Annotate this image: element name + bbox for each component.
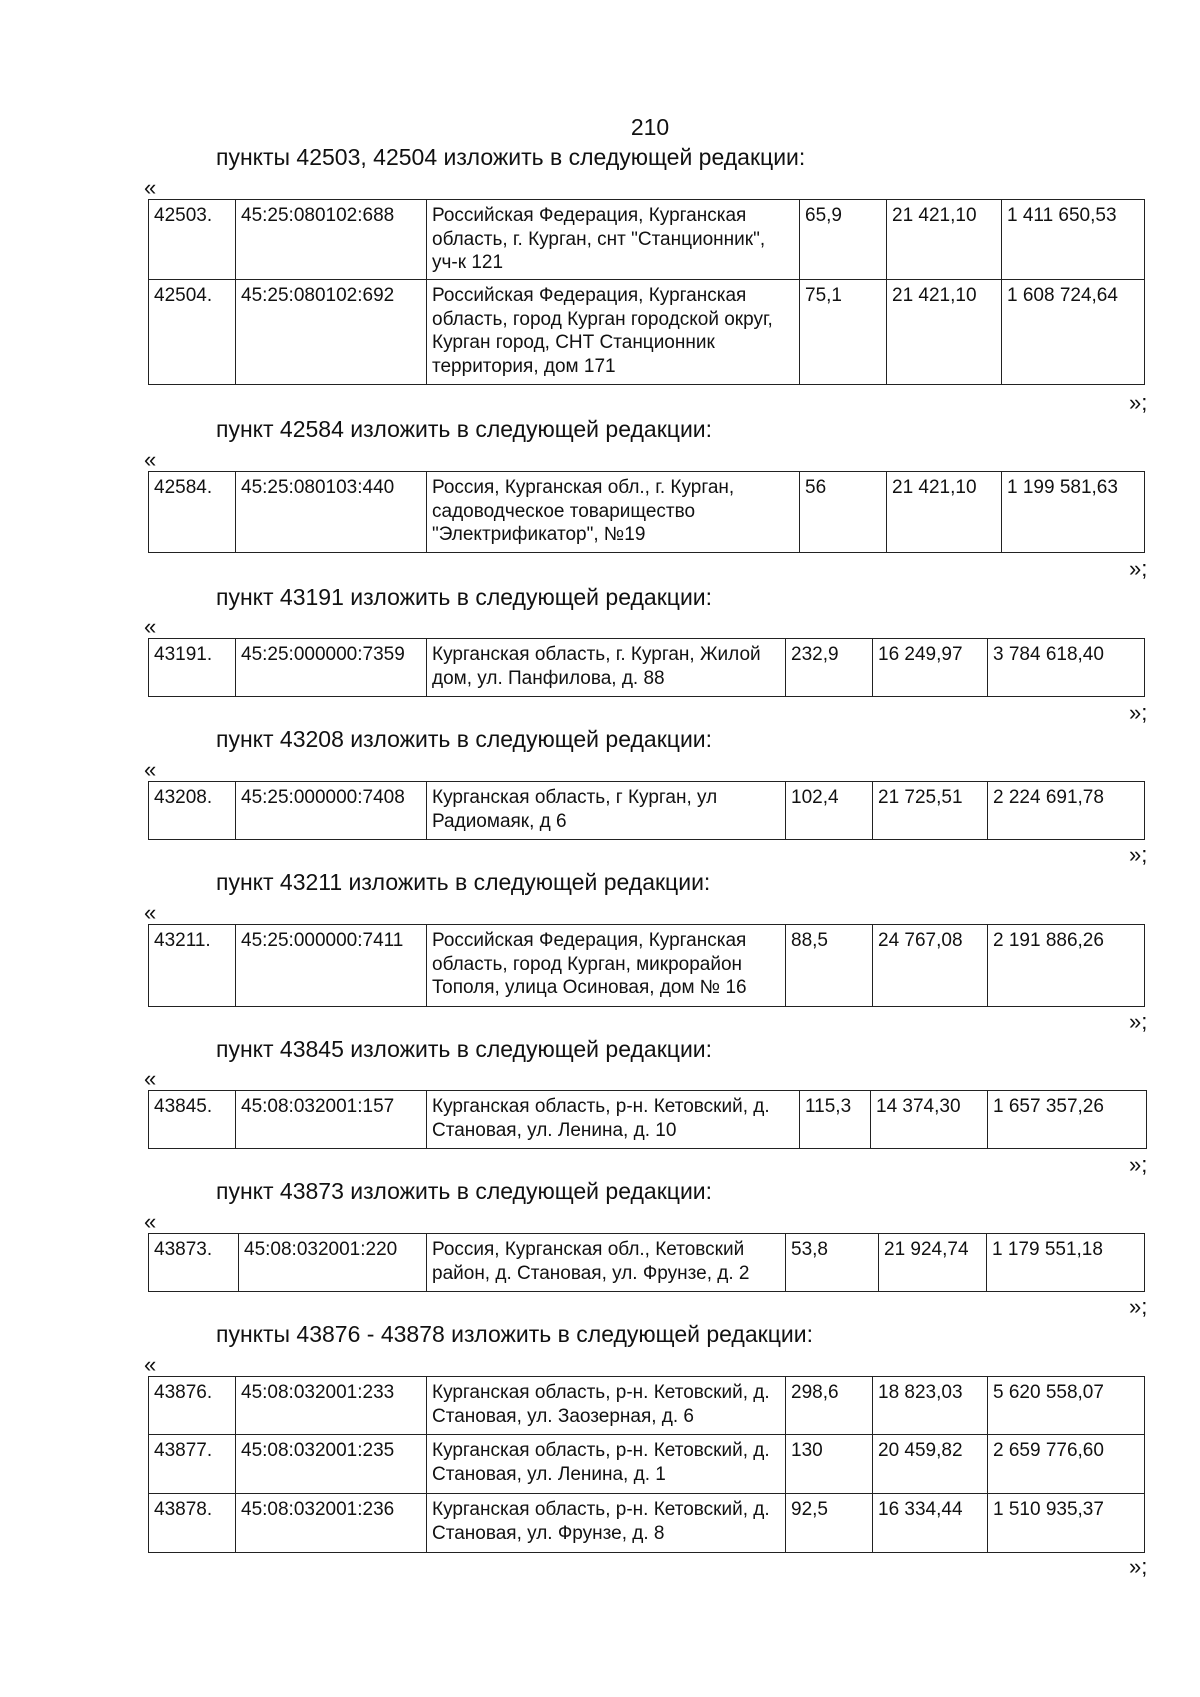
- table-row: [149, 782, 1145, 840]
- open-quote: «: [144, 447, 157, 472]
- rate: 20 459,82: [873, 1435, 988, 1494]
- row-number: 42503.: [149, 200, 236, 280]
- cadastral-number: 45:25:080102:688: [236, 200, 427, 280]
- table-row: [149, 639, 1145, 697]
- property-table: [148, 638, 1145, 697]
- table-row: [149, 925, 1145, 1007]
- section-intro: пункты 42503, 42504 изложить в следующей редакции:: [216, 144, 806, 170]
- area: 92,5: [786, 1494, 873, 1553]
- table-row: [149, 1435, 1145, 1494]
- area: 130: [786, 1435, 873, 1494]
- cost: 1 608 724,64: [1002, 280, 1145, 385]
- cadastral-number: 45:08:032001:235: [236, 1435, 427, 1494]
- row-number: 43211.: [149, 925, 236, 1007]
- close-quote: »;: [1129, 1294, 1148, 1319]
- area: 115,3: [800, 1091, 871, 1149]
- close-quote: »;: [1129, 390, 1148, 415]
- rate: 16 334,44: [873, 1494, 988, 1553]
- area: 102,4: [786, 782, 873, 840]
- rate: 21 924,74: [879, 1234, 987, 1292]
- section-intro: пункт 43208 изложить в следующей редакции:: [216, 726, 713, 752]
- cadastral-number: 45:25:000000:7359: [236, 639, 427, 697]
- area: 75,1: [800, 280, 887, 385]
- property-table: [148, 1233, 1145, 1292]
- area: 88,5: [786, 925, 873, 1007]
- address: Российская Федерация, Курганская область, г. Курган, снт "Станционник", уч-к 121: [427, 200, 800, 280]
- row-number: 43876.: [149, 1377, 236, 1435]
- cost: 2 224 691,78: [988, 782, 1145, 840]
- rate: 21 421,10: [887, 472, 1002, 553]
- table-row: [149, 472, 1145, 553]
- area: 298,6: [786, 1377, 873, 1435]
- close-quote: »;: [1129, 556, 1148, 581]
- open-quote: «: [144, 1209, 157, 1234]
- property-table: [148, 781, 1145, 840]
- cost: 1 199 581,63: [1002, 472, 1145, 553]
- section-intro: пункт 43845 изложить в следующей редакции:: [216, 1036, 713, 1062]
- property-table: [148, 924, 1145, 1007]
- section-intro: пункты 43876 - 43878 изложить в следующей редакции:: [216, 1321, 813, 1347]
- cost: 1 657 357,26: [988, 1091, 1147, 1149]
- table-row: [149, 280, 1145, 385]
- rate: 14 374,30: [871, 1091, 988, 1149]
- address: Курганская область, г. Курган, Жилой дом, ул. Панфилова, д. 88: [427, 639, 786, 697]
- close-quote: »;: [1129, 700, 1148, 725]
- cadastral-number: 45:25:000000:7411: [236, 925, 427, 1007]
- open-quote: «: [144, 614, 157, 639]
- close-quote: »;: [1129, 1152, 1148, 1177]
- open-quote: «: [144, 1352, 157, 1377]
- rate: 16 249,97: [873, 639, 988, 697]
- cadastral-number: 45:25:080102:692: [236, 280, 427, 385]
- open-quote: «: [144, 1066, 157, 1091]
- address: Курганская область, г Курган, ул Радиомаяк, д 6: [427, 782, 786, 840]
- cadastral-number: 45:25:000000:7408: [236, 782, 427, 840]
- table-row: [149, 200, 1145, 280]
- cost: 1 510 935,37: [988, 1494, 1145, 1553]
- rate: 21 725,51: [873, 782, 988, 840]
- property-table: [148, 199, 1145, 385]
- table-row: [149, 1494, 1145, 1553]
- address: Россия, Курганская обл., г. Курган, садоводческое товарищество "Электрификатор", №19: [427, 472, 800, 553]
- table-row: [149, 1377, 1145, 1435]
- cost: 2 659 776,60: [988, 1435, 1145, 1494]
- section-intro: пункт 43211 изложить в следующей редакции:: [216, 869, 711, 895]
- cost: 1 411 650,53: [1002, 200, 1145, 280]
- property-table: [148, 1090, 1147, 1149]
- open-quote: «: [144, 900, 157, 925]
- area: 232,9: [786, 639, 873, 697]
- cost: 2 191 886,26: [988, 925, 1145, 1007]
- close-quote: »;: [1129, 1554, 1148, 1579]
- cost: 5 620 558,07: [988, 1377, 1145, 1435]
- cadastral-number: 45:08:032001:220: [239, 1234, 427, 1292]
- property-table: [148, 1376, 1145, 1553]
- close-quote: »;: [1129, 1009, 1148, 1034]
- cadastral-number: 45:08:032001:233: [236, 1377, 427, 1435]
- section-intro: пункт 42584 изложить в следующей редакции:: [216, 416, 713, 442]
- area: 65,9: [800, 200, 887, 280]
- row-number: 43877.: [149, 1435, 236, 1494]
- table-row: [149, 1091, 1147, 1149]
- cost: 1 179 551,18: [987, 1234, 1145, 1292]
- cadastral-number: 45:25:080103:440: [236, 472, 427, 553]
- rate: 24 767,08: [873, 925, 988, 1007]
- section-intro: пункт 43191 изложить в следующей редакции:: [216, 584, 713, 610]
- table-row: [149, 1234, 1145, 1292]
- open-quote: «: [144, 757, 157, 782]
- rate: 21 421,10: [887, 280, 1002, 385]
- cost: 3 784 618,40: [988, 639, 1145, 697]
- row-number: 43873.: [149, 1234, 239, 1292]
- row-number: 42584.: [149, 472, 236, 553]
- rate: 18 823,03: [873, 1377, 988, 1435]
- row-number: 43878.: [149, 1494, 236, 1553]
- section-intro: пункт 43873 изложить в следующей редакции:: [216, 1178, 713, 1204]
- rate: 21 421,10: [887, 200, 1002, 280]
- address: Курганская область, р-н. Кетовский, д. Становая, ул. Заозерная, д. 6: [427, 1377, 786, 1435]
- address: Россия, Курганская обл., Кетовский район, д. Становая, ул. Фрунзе, д. 2: [427, 1234, 786, 1292]
- property-table: [148, 471, 1145, 553]
- area: 56: [800, 472, 887, 553]
- cadastral-number: 45:08:032001:157: [236, 1091, 427, 1149]
- close-quote: »;: [1129, 842, 1148, 867]
- address: Российская Федерация, Курганская область, город Курган городской округ, Курган город, СНТ Станционник территория, дом 171: [427, 280, 800, 385]
- row-number: 43191.: [149, 639, 236, 697]
- address: Российская Федерация, Курганская область, город Курган, микрорайон Тополя, улица Осиновая, дом № 16: [427, 925, 786, 1007]
- address: Курганская область, р-н. Кетовский, д. Становая, ул. Фрунзе, д. 8: [427, 1494, 786, 1553]
- cadastral-number: 45:08:032001:236: [236, 1494, 427, 1553]
- row-number: 43845.: [149, 1091, 236, 1149]
- open-quote: «: [144, 175, 157, 200]
- address: Курганская область, р-н. Кетовский, д. Становая, ул. Ленина, д. 1: [427, 1435, 786, 1494]
- row-number: 43208.: [149, 782, 236, 840]
- row-number: 42504.: [149, 280, 236, 385]
- page-number: 210: [630, 114, 670, 140]
- address: Курганская область, р-н. Кетовский, д. Становая, ул. Ленина, д. 10: [427, 1091, 800, 1149]
- area: 53,8: [786, 1234, 879, 1292]
